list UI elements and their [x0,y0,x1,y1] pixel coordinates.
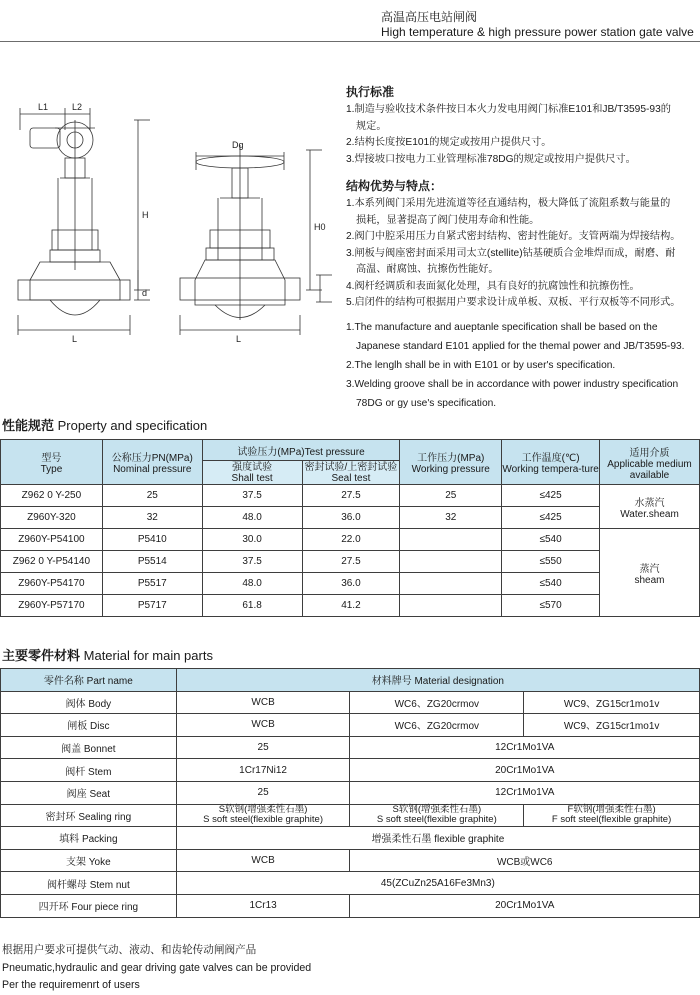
cell-pn: 25 [102,485,202,507]
standard-line: 2.结构长度按E101的规定或按用户提供尺寸。 [346,137,552,148]
header-pn: 公称压力PN(MPa) Nominal pressure [102,440,202,485]
cell-shell: 30.0 [202,529,302,551]
spec-title-en: Property and specification [57,418,208,433]
cell-type: Z962 0 Y-P54140 [1,551,103,573]
cell-wp: 25 [400,485,502,507]
cell-wp: 32 [400,507,502,529]
table-row [1,827,700,850]
dim-d: d [142,288,148,298]
cell-pn: P5410 [102,529,202,551]
cell-material-3: WC9、ZG15cr1mo1v [524,691,700,714]
cell-wp [400,529,502,551]
table-row [1,595,700,617]
cell-wp [400,595,502,617]
standard-line: 1.制造与验收技术条件按日本火力发电用阀门标准E101和JB/T3595-93的 [346,104,671,115]
cell-type: Z960Y-P54170 [1,573,103,595]
table-row [1,781,700,804]
standard-en-line: Japanese standard E101 applied for the themal power and JB/T3595-93. [356,340,685,352]
cell-type: Z960Y-P57170 [1,595,103,617]
table-row [1,736,700,759]
cell-wp [400,551,502,573]
header-type: 型号 Type [1,440,103,485]
cell-type: Z962 0 Y-250 [1,485,103,507]
dim-l-right: L [236,334,242,344]
cell-pn: P5514 [102,551,202,573]
cell-part: 支架 Yoke [1,849,177,872]
header-medium: 适用介质 Applicable medium available [600,440,700,485]
cell-pn: 32 [102,507,202,529]
electric-valve-drawing [18,108,150,335]
table-row [1,573,700,595]
feature-line: 1.本系列阀门采用先进流道等径直通结构，极大降低了流阻系数与能量的 [346,198,671,209]
cell-shell: 48.0 [202,573,302,595]
cell-material-23: 20Cr1Mo1VA [350,759,700,782]
footer-line-cn: 根据用户要求可提供气动、液动、和齿轮传动闸阀产品 [2,944,257,956]
cell-type: Z960Y-320 [1,507,103,529]
cell-material-2: WC6、ZG20crmov [350,691,524,714]
cell-type: Z960Y-P54100 [1,529,103,551]
cell-shell: 48.0 [202,507,302,529]
cell-seal: 36.0 [302,573,400,595]
page-title-cn: 高温高压电站闸阀 [381,10,478,24]
cell-wp [400,573,502,595]
cell-seal: 41.2 [302,595,400,617]
material-title-cn: 主要零件材料 [2,648,81,663]
feature-line: 5.启闭件的结构可根据用户要求设计成单板、双板、平行双板等不同形式。 [346,297,681,308]
cell-material-3: F软钢(增强柔性石墨) F soft steel(flexible graphite) [524,804,700,827]
cell-material-2: WC6、ZG20crmov [350,714,524,737]
standard-en-line: 78DG or gy use's specification. [356,397,497,409]
material-table [0,668,700,918]
standards-block [346,82,698,413]
header-working-temp: 工作温度(℃) Working tempera-ture [502,440,600,485]
standard-en-line: 2.The lenglh shall be in with E101 or by user's specification. [346,359,616,371]
standards-heading: 执行标准 [346,85,395,99]
table-row [1,551,700,573]
cell-part: 填料 Packing [1,827,177,850]
standard-en-line: 3.Welding groove shall be in accordance with power industry specification [346,378,679,390]
header-shell-test: 强度试验 Shall test [202,461,302,485]
table-row [1,691,700,714]
cell-material-1: 1Cr13 [176,894,350,917]
cell-seal: 36.0 [302,507,400,529]
cell-wt: ≤540 [502,573,600,595]
cell-material-2: S软钢(增强柔性石墨) S soft steel(flexible graphite) [350,804,524,827]
footer-line-en-2: Per the requiremenrt of users [2,979,140,991]
footer-notes [2,942,311,995]
standard-line: 规定。 [356,120,387,132]
spec-section-title [2,415,207,434]
cell-part: 闸板 Disc [1,714,177,737]
cell-shell: 37.5 [202,485,302,507]
cell-material-1: 25 [176,781,350,804]
cell-wt: ≤425 [502,507,600,529]
cell-material-1: WCB [176,849,350,872]
cell-seal: 27.5 [302,551,400,573]
cell-medium-water: 水蒸汽 Water.sheam [600,485,700,529]
standard-en-line: 1.The manufacture and aueptanle specification shall be based on the [346,321,658,333]
cell-seal: 27.5 [302,485,400,507]
table-row [1,507,700,529]
cell-part: 阀盖 Bonnet [1,736,177,759]
cell-material-1: WCB [176,714,350,737]
cell-part: 四开环 Four piece ring [1,894,177,917]
feature-line: 损耗，显著提高了阀门使用寿命和性能。 [356,214,540,226]
table-row [1,485,700,507]
table-row [1,872,700,895]
cell-part: 密封环 Sealing ring [1,804,177,827]
header-seal-test: 密封试验/上密封试验 Seal test [302,461,400,485]
footer-line-en-1: Pneumatic,hydraulic and gear driving gate valves can be provided [2,961,312,974]
feature-line: 3.闸板与阀座密封面采用司太立(stellite)钴基硬质合金堆焊而成，耐磨、耐 [346,247,676,259]
cell-part: 阀座 Seat [1,781,177,804]
cell-material-23: 20Cr1Mo1VA [350,894,700,917]
dim-h: H [142,210,149,220]
cell-part: 阀杆 Stem [1,759,177,782]
material-title-en: Material for main parts [83,648,213,663]
table-row [1,714,700,737]
cell-medium-steam: 蒸汽 sheam [600,529,700,617]
cell-material-3: WC9、ZG15cr1mo1v [524,714,700,737]
cell-material-23: 12Cr1Mo1VA [350,781,700,804]
cell-material-23: 12Cr1Mo1VA [350,736,700,759]
cell-wt: ≤570 [502,595,600,617]
header-material: 材料牌号 Material designation [176,669,699,692]
handwheel-valve-drawing [180,145,332,335]
cell-material-all: 增强柔性石墨 flexible graphite [176,827,699,850]
table-row [1,894,700,917]
table-row [1,529,700,551]
table-row [1,849,700,872]
dim-l: L [72,334,78,344]
header-part-name: 零件名称 Part name [1,669,177,692]
feature-line: 2.阀门中腔采用压力自紧式密封结构、密封性能好。支管两端为焊接结构。 [346,231,681,242]
title-divider [0,41,700,42]
cell-wt: ≤550 [502,551,600,573]
features-heading: 结构优势与特点： [346,179,443,193]
cell-shell: 37.5 [202,551,302,573]
table-row [1,759,700,782]
cell-part: 阀体 Body [1,691,177,714]
header-test-pressure: 试验压力(MPa)Test pressure [202,440,400,461]
cell-material-1: 1Cr17Ni12 [176,759,350,782]
feature-line: 高温、耐腐蚀、抗擦伤性能好。 [356,264,499,275]
dim-dg: Dg [232,140,244,150]
cell-material-23: WCB或WC6 [350,849,700,872]
spec-title-cn: 性能规范 [2,418,55,433]
cell-seal: 22.0 [302,529,400,551]
dim-l1: L1 [38,102,49,112]
cell-pn: P5717 [102,595,202,617]
material-section-title [2,645,213,664]
standard-line: 3.焊接坡口按电力工业管理标准78DG的规定或按用户提供尺寸。 [346,153,636,165]
table-row [1,804,700,827]
dim-l2: L2 [72,102,83,112]
page-title-en: High temperature & high pressure power station gate valve [381,25,694,39]
cell-shell: 61.8 [202,595,302,617]
cell-pn: P5517 [102,573,202,595]
cell-material-1: 25 [176,736,350,759]
cell-part: 阀杆螺母 Stem nut [1,872,177,895]
cell-material-all: 45(ZCuZn25A16Fe3Mn3) [176,872,699,895]
cell-material-1: WCB [176,691,350,714]
cell-material-1: S软钢(增强柔性石墨) S soft steel(flexible graphite) [176,804,350,827]
cell-wt: ≤540 [502,529,600,551]
header-working-pressure: 工作压力(MPa) Working pressure [400,440,502,485]
spec-table [0,439,700,617]
dim-h0: H0 [314,222,326,232]
cell-wt: ≤425 [502,485,600,507]
valve-drawings [10,90,340,350]
feature-line: 4.阀杆经调质和表面氮化处理，具有良好的抗腐蚀性和抗擦伤性。 [346,280,640,292]
